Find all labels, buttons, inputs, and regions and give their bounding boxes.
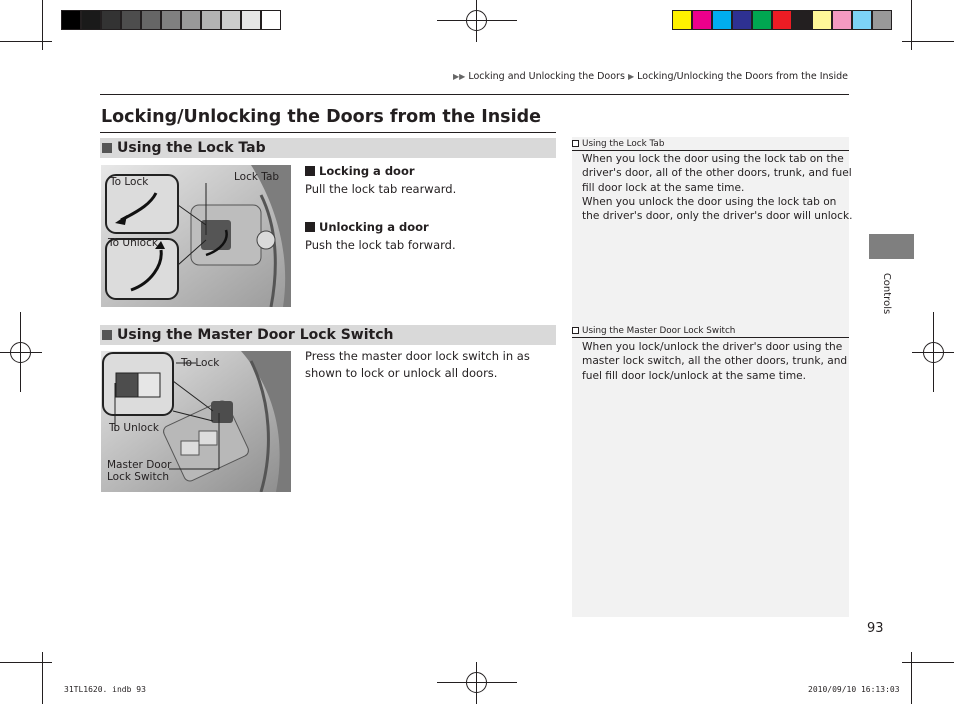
section-square-icon <box>102 330 112 340</box>
color-swatch <box>161 10 181 30</box>
footer-file-info: 31TL1620. indb 93 <box>64 685 146 694</box>
note-line: When you lock/unlock the driver's door using the <box>582 341 843 353</box>
color-swatch <box>181 10 201 30</box>
callout-to-unlock: To Unlock <box>108 237 158 249</box>
section-heading-text: Using the Lock Tab <box>117 140 266 156</box>
color-swatch <box>712 10 732 30</box>
master-switch-text-line: Press the master door lock switch in as <box>305 349 530 363</box>
note-line: fill door lock at the same time. <box>582 181 745 194</box>
callout-master-door: Master Door <box>107 459 172 471</box>
color-swatch <box>101 10 121 30</box>
master-switch-illustration <box>101 351 291 492</box>
color-swatch <box>241 10 261 30</box>
color-swatch <box>772 10 792 30</box>
locking-door-heading-text: Locking a door <box>319 164 415 178</box>
color-swatch <box>852 10 872 30</box>
note-line: the driver's door, only the driver's door will unlock. <box>582 210 853 223</box>
page-number: 93 <box>867 621 884 636</box>
note-icon <box>572 140 579 147</box>
color-swatch <box>261 10 281 30</box>
note-heading-text: Using the Master Door Lock Switch <box>582 326 736 336</box>
note-icon <box>572 327 579 334</box>
breadcrumb-arrows: ▶▶ <box>453 72 466 81</box>
section-square-icon <box>102 143 112 153</box>
color-swatch <box>792 10 812 30</box>
note-lock-tab-body <box>582 152 852 223</box>
title-underline <box>100 132 556 133</box>
unlocking-door-heading-text: Unlocking a door <box>319 220 429 234</box>
note-line: When you lock the door using the lock tab on the <box>582 153 844 165</box>
section-heading-text: Using the Master Door Lock Switch <box>117 327 394 343</box>
color-swatch <box>121 10 141 30</box>
breadcrumb <box>453 71 848 82</box>
note-line: When you unlock the door using the lock tab on <box>582 195 837 208</box>
note-line: fuel fill door lock/unlock at the same time. <box>582 369 807 382</box>
unlocking-door-text: Push the lock tab forward. <box>305 238 456 252</box>
chapter-tab[interactable] <box>869 234 914 259</box>
color-swatch <box>221 10 241 30</box>
breadcrumb-parent[interactable]: Locking and Unlocking the Doors <box>468 71 625 82</box>
locking-door-text: Pull the lock tab rearward. <box>305 182 457 196</box>
bullet-square-icon <box>305 222 315 232</box>
color-swatch <box>672 10 692 30</box>
note-heading-master-switch <box>572 324 849 338</box>
note-line: master lock switch, all the other doors, trunk, and <box>582 355 848 368</box>
bullet-square-icon <box>305 166 315 176</box>
callout-lock-tab: Lock Tab <box>234 171 280 183</box>
master-switch-text-line: shown to lock or unlock all doors. <box>305 365 498 380</box>
callout-to-lock: To Lock <box>181 357 220 369</box>
breadcrumb-separator: ▶ <box>627 72 635 81</box>
color-swatch <box>872 10 892 30</box>
lock-tab-illustration <box>101 165 291 307</box>
locking-door-heading <box>305 164 415 178</box>
note-line: driver's door, all of the other doors, trunk, and fuel <box>582 167 852 180</box>
breadcrumb-current: Locking/Unlocking the Doors from the Inside <box>637 71 848 82</box>
note-heading-lock-tab <box>572 137 849 151</box>
note-master-body <box>582 340 847 383</box>
master-switch-text <box>305 348 530 381</box>
color-swatch <box>732 10 752 30</box>
color-swatch <box>141 10 161 30</box>
chapter-tab-label: Controls <box>881 272 893 315</box>
header-rule <box>100 94 849 95</box>
color-swatch <box>692 10 712 30</box>
callout-to-lock: To Lock <box>110 176 149 188</box>
page-title: Locking/Unlocking the Doors from the Inside <box>101 107 541 127</box>
color-swatch <box>752 10 772 30</box>
section-heading-master-switch <box>100 325 556 345</box>
footer-date: 2010/09/10 16:13:03 <box>808 685 900 694</box>
callout-to-unlock: To Unlock <box>109 422 159 434</box>
color-swatch <box>61 10 81 30</box>
note-heading-text: Using the Lock Tab <box>582 139 665 149</box>
unlocking-door-heading <box>305 220 429 234</box>
callout-lock-switch: Lock Switch <box>107 471 169 483</box>
color-swatch <box>812 10 832 30</box>
section-heading-lock-tab <box>100 138 556 158</box>
color-swatch <box>81 10 101 30</box>
color-swatch <box>201 10 221 30</box>
color-swatch <box>832 10 852 30</box>
